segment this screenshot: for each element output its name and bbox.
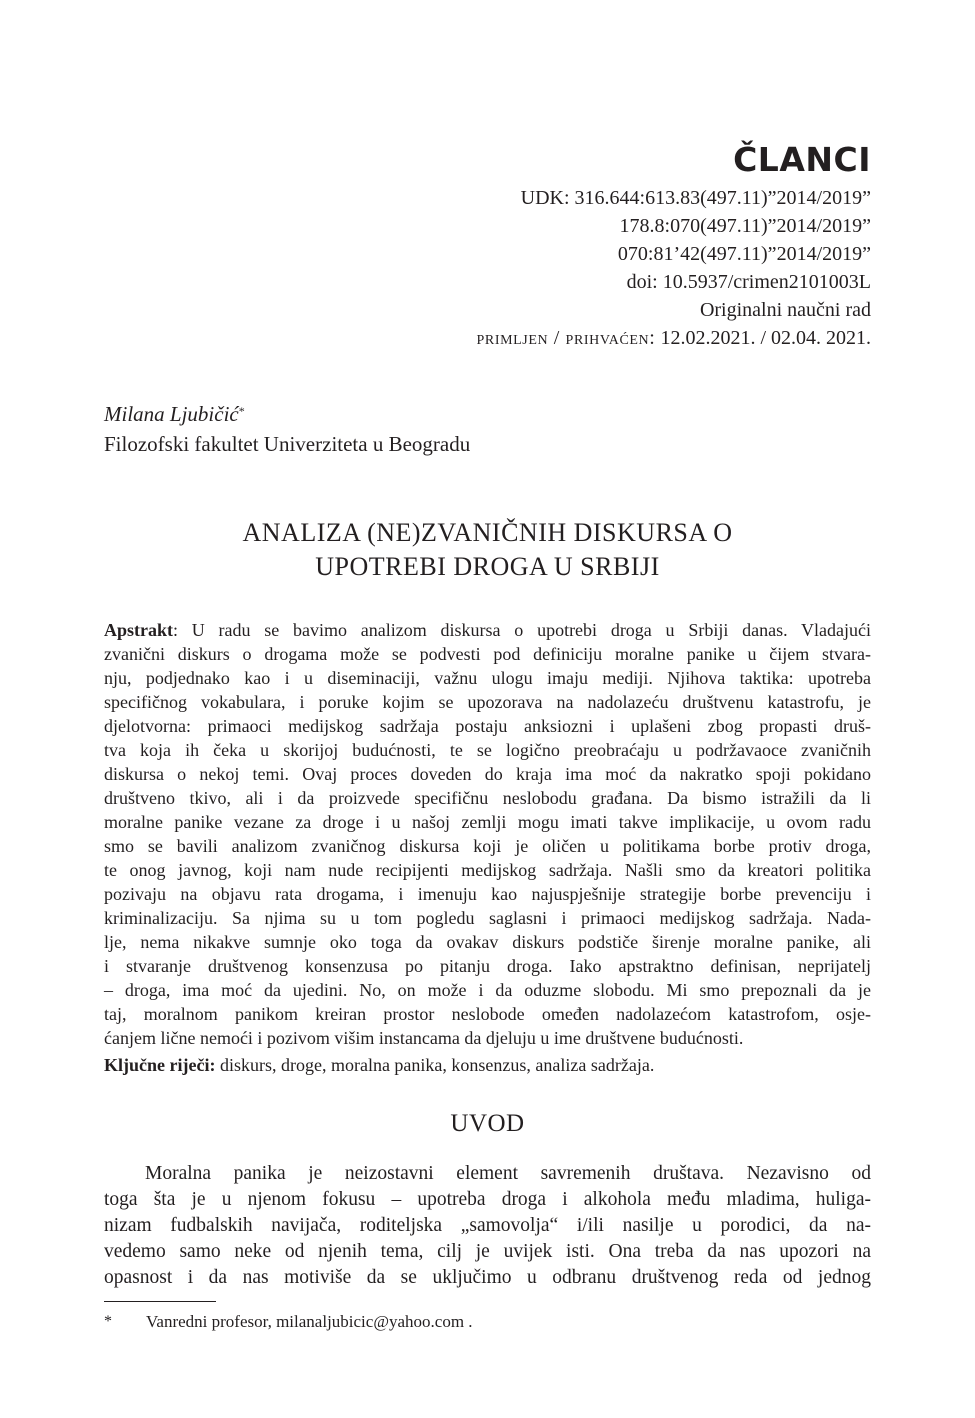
abstract-line: diskursa o nekoj temi. Ovaj proces doveden do kraja ima moć da nakratko spoji pokidano: [104, 764, 871, 784]
dates-label: primljen / prihvaćen:: [476, 327, 656, 349]
author-footnote-mark[interactable]: *: [238, 404, 245, 418]
keywords: [104, 1055, 654, 1076]
section-label: ČLANCI: [733, 140, 871, 179]
doi: doi: 10.5937/crimen2101003L: [626, 271, 871, 293]
abstract-line: kriminalizaciju. Sa njima su u tom pogledu saglasni i primaoci medijskog sadržaja. Nada-: [104, 908, 871, 928]
author-name: Milana Ljubičić: [104, 402, 239, 426]
abstract-line: tva koja ih čeka u skorijoj budućnosti, te se logično preobraćaju u podržavaoce zvaničnih: [104, 740, 871, 760]
abstract-line: nju, podjednako kao i u diseminaciji, važnu ulogu imaju mediji. Njihova taktika: upotreba: [104, 668, 871, 688]
footnote-divider: [104, 1301, 216, 1302]
udk-line-2: 178.8:070(497.11)”2014/2019”: [619, 215, 871, 237]
keywords-value: diskurs, droge, moralna panika, konsenzus, analiza sadržaja.: [215, 1055, 655, 1075]
author: [104, 402, 245, 427]
abstract-line: moralne panike vezane za droge i u našoj zemlji mogu imati takve implikacije, u ovom radu: [104, 812, 871, 832]
abstract-line: ćanjem lične nemoći i pozivom višim instancama da djeluju u ime društvene budućnosti.: [104, 1028, 744, 1048]
footnote-mark: *: [104, 1313, 112, 1330]
section-heading: UVOD: [450, 1110, 525, 1137]
abstract-label: Apstrakt: [104, 620, 174, 640]
footnote-text: Vanredni profesor, milanaljubicic@yahoo.com .: [146, 1312, 473, 1331]
abstract-line: pozivaju na objavu rata drogama, i imenuju kao najuspješnije strategije borbe prevenciju i: [104, 884, 871, 904]
abstract-line: Apstrakt: U radu se bavimo analizom diskursa o upotrebi droga u Srbiji danas. Vladajući: [104, 620, 871, 640]
body-line: vedemo samo neke od njenih tema, cilj je uvijek isti. Ona treba da nas upozori na: [104, 1241, 871, 1262]
abstract-line: društveno tkivo, ali i da proizvede specifičnu neslobodu građana. Da bismo istražili da li: [104, 788, 871, 808]
author-affiliation: Filozofski fakultet Univerziteta u Beogradu: [104, 432, 471, 456]
abstract-line: smo se bavili analizom zvaničnog diskursa koji je oličen u politikama borbe protiv droga,: [104, 836, 871, 856]
abstract-line: – droga, ima moć da ujedini. No, on može i da oduzme slobodu. Mi smo prepoznali da je: [104, 980, 871, 1000]
keywords-label: Ključne riječi:: [104, 1055, 216, 1075]
body-line: nizam fudbalskih navijača, roditeljska „samovolja“ i/ili nasilje u porodici, da na-: [104, 1215, 871, 1236]
abstract-line: specifičnog vokabulara, i poruke kojim se upozorava na nadolazeću društvenu katastrofu, je: [104, 692, 871, 712]
dates-value: 12.02.2021. / 02.04. 2021.: [655, 327, 871, 349]
abstract-line: te onog javnog, koji nam nude recipijenti medijskog sadržaja. Našli smo da kreatori politika: [104, 860, 871, 880]
abstract-line: taj, moralnom panikom kreiran prostor neslobode omeđen nadolazećom katastrofom, osje-: [104, 1004, 871, 1024]
abstract-line: lje, nema nikakve sumnje oko toga da ovakav diskurs podstiče širenje moralne panike, ali: [104, 932, 871, 952]
body-line: Moralna panika je neizostavni element savremenih društava. Nezavisno od: [145, 1163, 871, 1184]
udk-line-1: UDK: 316.644:613.83(497.11)”2014/2019”: [520, 187, 871, 209]
abstract-line: zvanični diskurs o drogama može se podvesti pod definiciju moralne panike u čijem stvara-: [104, 644, 871, 664]
udk-line-3: 070:81’42(497.11)”2014/2019”: [617, 243, 871, 265]
abstract-line: djelotvorna: primaoci medijskog sadržaja postaju anksiozni i uplašeni zbog propasti druš-: [104, 716, 871, 736]
article-type: Originalni naučni rad: [699, 299, 871, 321]
title-line-2: UPOTREBI DROGA U SRBIJI: [315, 552, 660, 581]
body-line: opasnost i da nas motiviše da se uključimo u odbranu društvenog reda od jednog: [104, 1267, 871, 1288]
title-line-1: ANALIZA (NE)ZVANIČNIH DISKURSA O: [242, 518, 733, 547]
abstract-line: i stvaranje društvenog konsenzusa po pitanju droga. Iako apstraktno definisan, neprijatelj: [104, 956, 871, 976]
received-accepted-dates: [271, 324, 871, 352]
body-line: toga šta je u njenom fokusu – upotreba droga i alkohola među mladima, huliga-: [104, 1189, 871, 1210]
